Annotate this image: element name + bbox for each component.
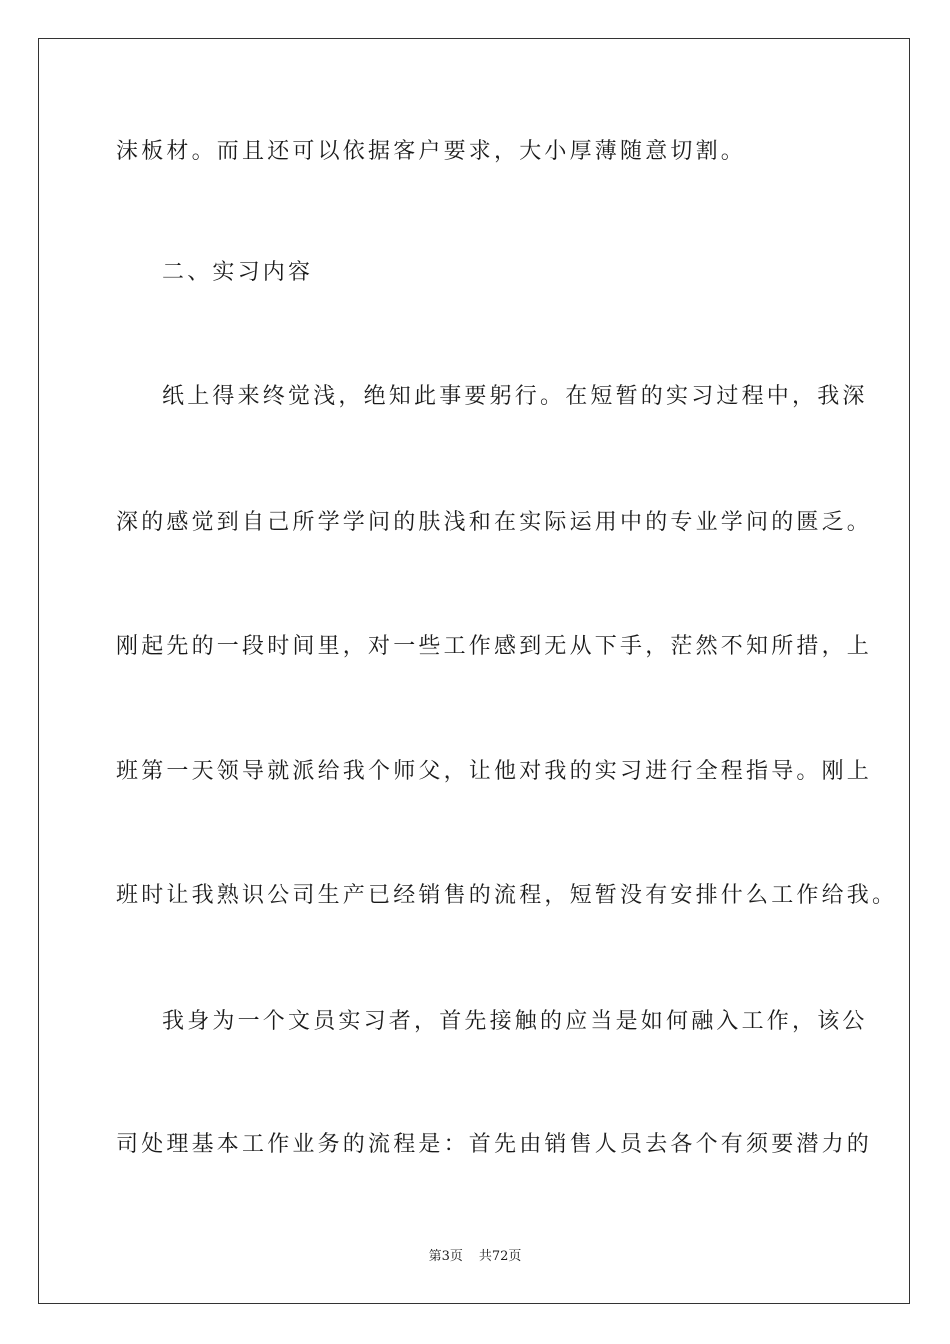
paragraph-line: 深的感觉到自己所学学问的肤浅和在实际运用中的专业学问的匮乏。 [116,510,873,535]
paragraph-line: 班时让我熟识公司生产已经销售的流程，短暂没有安排什么工作给我。 [116,883,898,908]
paragraph-line: 我身为一个文员实习者，首先接触的应当是如何融入工作，该公 [162,1009,868,1034]
page-footer [0,1245,950,1264]
page-number: 第3页 [428,1249,463,1264]
page-border [38,38,910,1304]
paragraph-line: 纸上得来终觉浅，绝知此事要躬行。在短暂的实习过程中，我深 [162,384,868,409]
page-total: 共72页 [478,1249,522,1264]
section-heading: 二、实习内容 [162,260,314,285]
paragraph-line: 司处理基本工作业务的流程是：首先由销售人员去各个有须要潜力的 [116,1132,873,1157]
paragraph-line: 刚起先的一段时间里，对一些工作感到无从下手，茫然不知所措，上 [116,634,873,659]
paragraph-line: 班第一天领导就派给我个师父，让他对我的实习进行全程指导。刚上 [116,759,873,784]
paragraph-line: 沫板材。而且还可以依据客户要求，大小厚薄随意切割。 [116,139,747,164]
